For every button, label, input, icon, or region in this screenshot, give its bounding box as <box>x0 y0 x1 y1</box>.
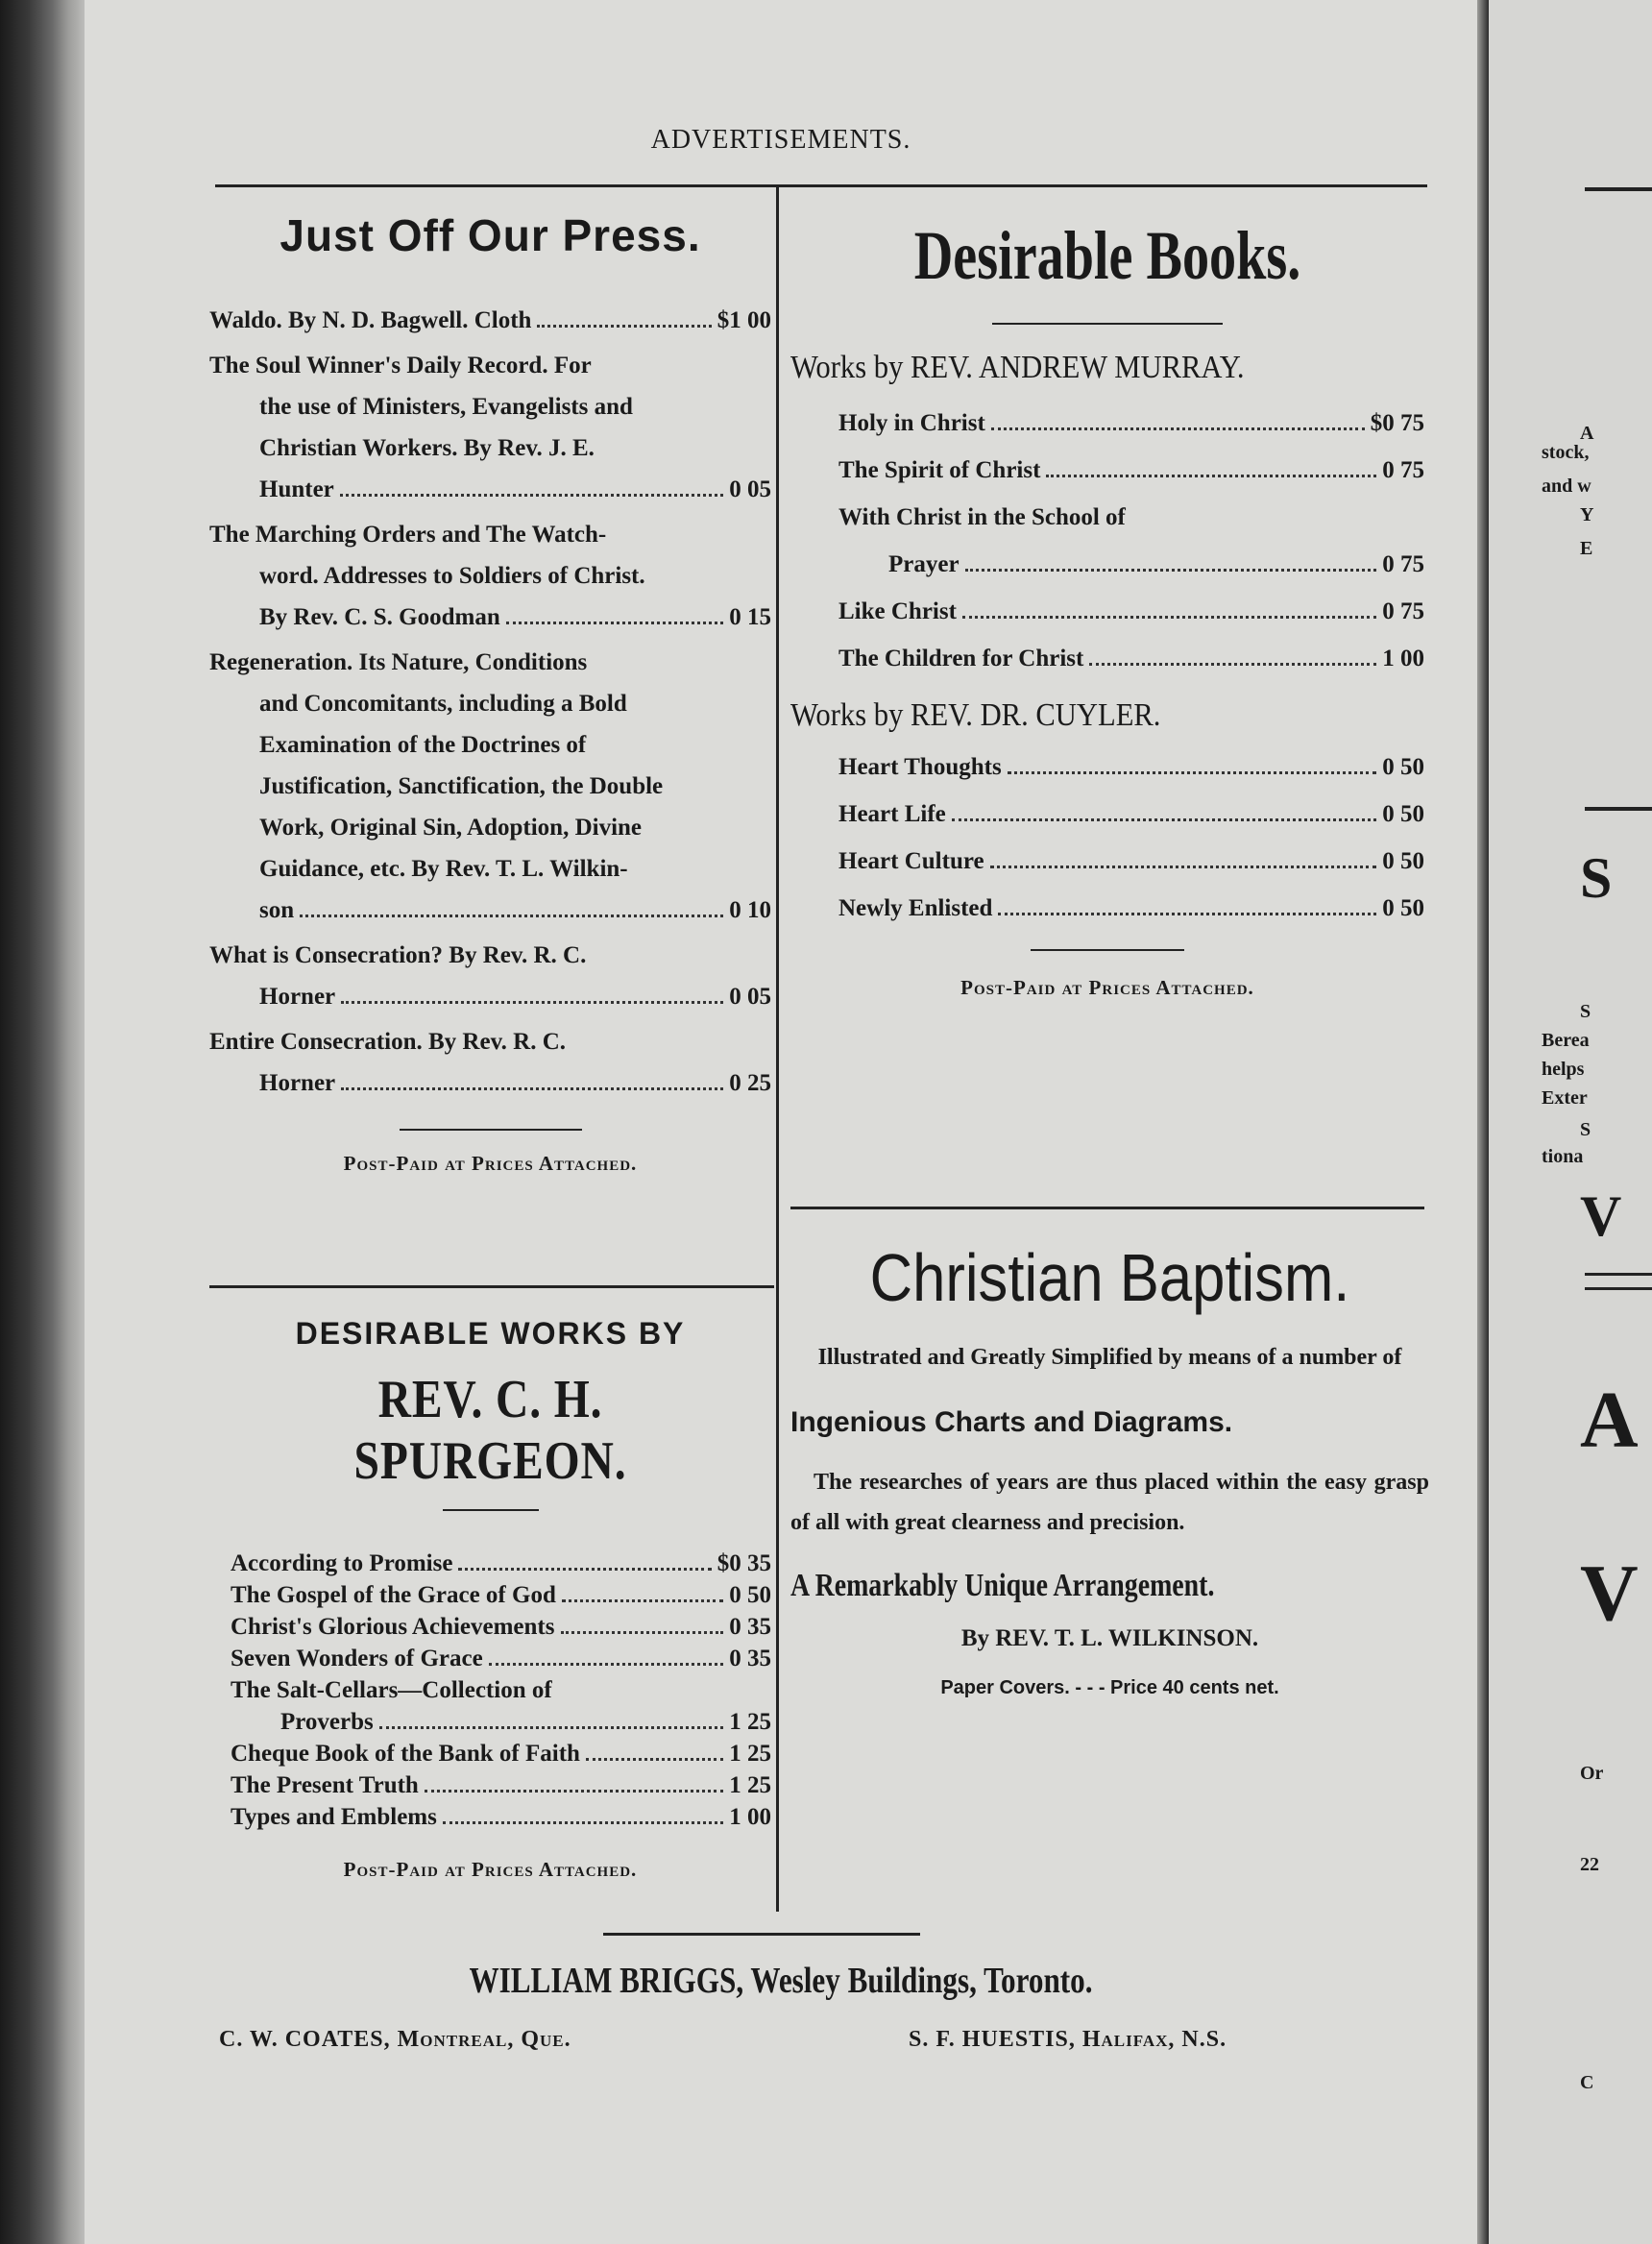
book-entry <box>838 635 1424 682</box>
advertisement-page <box>85 0 1477 2244</box>
book-list <box>209 300 771 1104</box>
illustrated-text: Illustrated and Greatly Simplified by means of a number of <box>817 1345 1402 1370</box>
book-entry <box>231 1611 771 1643</box>
leader-dots <box>458 1568 711 1571</box>
book-title: Proverbs <box>280 1709 374 1735</box>
leader-dots <box>341 1087 723 1090</box>
book-entry <box>838 838 1424 885</box>
paper-covers-price: Paper Covers. - - - Price 40 cents net. <box>940 1677 1279 1698</box>
book-price: 1 25 <box>729 1741 771 1767</box>
rule <box>1585 1287 1652 1290</box>
charts-diagrams-heading: Ingenious Charts and Diagrams. <box>790 1406 1233 1438</box>
book-title: Heart Culture <box>838 848 984 874</box>
book-price: 1 00 <box>1382 646 1424 671</box>
adjacent-page-text: stock, <box>1542 442 1590 463</box>
leader-dots <box>340 494 723 497</box>
leader-dots <box>990 866 1377 868</box>
leader-dots <box>425 1790 723 1793</box>
book-title-line: Justification, Sanctification, the Double <box>259 773 664 799</box>
cuyler-book-list <box>790 744 1424 932</box>
page-header: ADVERTISEMENTS. <box>650 125 911 155</box>
rule <box>1585 1273 1652 1276</box>
book-price: 0 10 <box>729 897 771 923</box>
book-entry <box>838 494 1424 588</box>
adjacent-page-text: Y <box>1580 504 1594 525</box>
adjacent-page-fragment <box>1489 0 1652 2244</box>
book-price: 0 35 <box>729 1614 771 1640</box>
book-entry <box>231 1643 771 1674</box>
right-section-rule <box>790 1207 1424 1209</box>
leader-dots <box>561 1631 724 1634</box>
section-rule <box>443 1509 539 1511</box>
book-price: $0 75 <box>1370 410 1424 436</box>
arrangement-heading: A Remarkably Unique Arrangement. <box>790 1568 1215 1603</box>
section-rule <box>992 323 1223 325</box>
book-price: $1 00 <box>717 307 771 333</box>
book-entry <box>231 1674 771 1738</box>
adjacent-page-text: tiona <box>1542 1146 1584 1167</box>
spurgeon-title: REV. C. H. SPURGEON. <box>353 1370 627 1491</box>
just-off-press-section <box>209 209 771 1176</box>
adjacent-page-text: A <box>1580 423 1594 444</box>
book-title: Christ's Glorious Achievements <box>231 1614 555 1640</box>
footer-montreal: C. W. COATES, Montreal, Que. <box>219 2027 571 2052</box>
book-title-line: the use of Ministers, Evangelists and <box>259 394 633 420</box>
adjacent-page-text: 22 <box>1580 1854 1599 1875</box>
book-price: 0 75 <box>1382 457 1424 483</box>
header-rule <box>215 184 1427 187</box>
book-title: The Children for Christ <box>838 646 1084 671</box>
adjacent-page-text: C <box>1580 2072 1594 2093</box>
book-entry <box>209 935 771 1017</box>
section-rule <box>400 1129 582 1131</box>
book-title: Holy in Christ <box>838 410 985 436</box>
leader-dots <box>341 1001 723 1004</box>
desirable-books-section <box>790 216 1424 1000</box>
book-price: 0 50 <box>1382 801 1424 827</box>
adjacent-page-text: Or <box>1580 1763 1604 1784</box>
book-price: $0 35 <box>717 1550 771 1576</box>
book-title: Prayer <box>888 551 960 577</box>
book-price: 1 25 <box>729 1709 771 1735</box>
christian-baptism-title: Christian Baptism. <box>869 1240 1350 1315</box>
book-title: Like Christ <box>838 598 957 624</box>
book-title: Hunter <box>259 476 334 502</box>
murray-book-list <box>790 400 1424 682</box>
adjacent-page-text: Exter <box>1542 1087 1588 1109</box>
book-entry <box>838 588 1424 635</box>
leader-dots <box>489 1663 724 1666</box>
leader-dots <box>998 913 1376 915</box>
book-title: The Spirit of Christ <box>838 457 1041 483</box>
book-title: By Rev. C. S. Goodman <box>259 604 500 630</box>
leader-dots <box>962 616 1376 619</box>
rule <box>1585 187 1652 191</box>
leader-dots <box>965 569 1377 572</box>
rule <box>1585 807 1652 811</box>
book-title-line: word. Addresses to Soldiers of Christ. <box>259 563 645 589</box>
spurgeon-section <box>209 1316 771 1882</box>
book-title-line: Regeneration. Its Nature, Conditions <box>209 649 588 675</box>
footer-publisher: WILLIAM BRIGGS, Wesley Buildings, Toronto. <box>469 1961 1093 2001</box>
book-entry <box>209 642 771 931</box>
leader-dots <box>443 1821 723 1824</box>
book-title: Cheque Book of the Bank of Faith <box>231 1741 580 1767</box>
book-price: 0 05 <box>729 984 771 1010</box>
author-line: By REV. T. L. WILKINSON. <box>960 1625 1259 1651</box>
book-entry <box>209 345 771 510</box>
book-title: According to Promise <box>231 1550 453 1576</box>
adjacent-page-text: S <box>1580 846 1613 910</box>
book-entry <box>838 885 1424 932</box>
adjacent-page-text: S <box>1580 1001 1591 1022</box>
book-title-line: Guidance, etc. By Rev. T. L. Wilkin- <box>259 856 628 882</box>
spurgeon-subtitle: DESIRABLE WORKS BY <box>295 1316 686 1351</box>
adjacent-page-text: V <box>1580 1549 1639 1638</box>
adjacent-page-text: E <box>1580 538 1593 559</box>
spurgeon-book-list <box>209 1548 771 1833</box>
book-price: 0 25 <box>729 1070 771 1096</box>
book-price: 0 50 <box>729 1582 771 1608</box>
book-price: 0 50 <box>1382 848 1424 874</box>
book-title: Heart Thoughts <box>838 754 1002 780</box>
column-divider <box>776 187 779 1912</box>
book-title: Horner <box>259 984 336 1010</box>
page-gutter <box>1477 0 1489 2244</box>
book-price: 0 75 <box>1382 551 1424 577</box>
book-title: Horner <box>259 1070 336 1096</box>
book-title: The Gospel of the Grace of God <box>231 1582 556 1608</box>
book-entry <box>231 1801 771 1833</box>
book-price: 1 00 <box>729 1804 771 1830</box>
cuyler-heading: Works by REV. DR. CUYLER. <box>790 697 1161 733</box>
adjacent-page-text: A <box>1580 1376 1639 1465</box>
book-title: Types and Emblems <box>231 1804 437 1830</box>
book-entry <box>209 1021 771 1104</box>
book-title: son <box>259 897 295 923</box>
book-spine <box>0 0 85 2244</box>
book-entry <box>838 400 1424 447</box>
just-off-press-title: Just Off Our Press. <box>279 210 701 260</box>
adjacent-page-text: helps <box>1542 1059 1585 1080</box>
footer-rule <box>603 1933 920 1936</box>
leader-dots <box>991 427 1365 430</box>
leader-dots <box>562 1599 723 1602</box>
book-entry <box>231 1769 771 1801</box>
leader-dots <box>952 818 1376 821</box>
book-title-line: The Marching Orders and The Watch- <box>209 522 607 548</box>
book-title: Heart Life <box>838 801 946 827</box>
book-entry <box>231 1579 771 1611</box>
section-rule <box>1031 949 1184 951</box>
book-price: 0 05 <box>729 476 771 502</box>
book-title-line: The Salt-Cellars—Collection of <box>231 1677 552 1703</box>
book-title-line: Work, Original Sin, Adoption, Divine <box>259 815 643 841</box>
leader-dots <box>586 1758 723 1761</box>
leader-dots <box>506 622 724 624</box>
left-section-rule <box>209 1285 774 1288</box>
postpaid-note: Post-Paid at Prices Attached. <box>343 1152 638 1175</box>
desirable-books-title: Desirable Books. <box>913 217 1301 294</box>
book-entry <box>209 514 771 638</box>
book-title-line: Entire Consecration. By Rev. R. C. <box>209 1029 567 1055</box>
book-entry <box>838 791 1424 838</box>
book-price: 0 50 <box>1382 895 1424 921</box>
book-entry <box>209 300 771 341</box>
postpaid-note: Post-Paid at Prices Attached. <box>960 976 1254 999</box>
leader-dots <box>1046 475 1376 477</box>
footer-halifax: S. F. HUESTIS, Halifax, N.S. <box>909 2027 1227 2052</box>
murray-heading: Works by REV. ANDREW MURRAY. <box>790 350 1245 385</box>
book-title: The Present Truth <box>231 1772 419 1798</box>
book-price: 0 35 <box>729 1646 771 1671</box>
book-title: Newly Enlisted <box>838 895 993 921</box>
leader-dots <box>537 325 711 328</box>
book-entry <box>231 1738 771 1769</box>
book-price: 0 50 <box>1382 754 1424 780</box>
leader-dots <box>1089 663 1376 666</box>
christian-baptism-section <box>790 1239 1429 1699</box>
book-entry <box>231 1548 771 1579</box>
researches-text: The researches of years are thus placed within the easy grasp of all with great clearness and precision. <box>790 1470 1429 1535</box>
adjacent-page-text: V <box>1580 1184 1622 1248</box>
postpaid-note: Post-Paid at Prices Attached. <box>343 1858 638 1881</box>
leader-dots <box>379 1726 724 1729</box>
book-title-line: The Soul Winner's Daily Record. For <box>209 353 592 378</box>
book-entry <box>838 744 1424 791</box>
book-title-line: Examination of the Doctrines of <box>259 732 587 758</box>
book-price: 0 75 <box>1382 598 1424 624</box>
book-title: Waldo. By N. D. Bagwell. Cloth <box>209 307 532 333</box>
leader-dots <box>300 915 723 917</box>
book-title-line: and Concomitants, including a Bold <box>259 691 627 717</box>
book-title-line: Christian Workers. By Rev. J. E. <box>259 435 595 461</box>
book-price: 0 15 <box>729 604 771 630</box>
book-title: Seven Wonders of Grace <box>231 1646 483 1671</box>
leader-dots <box>1008 771 1377 774</box>
adjacent-page-text: S <box>1580 1119 1591 1140</box>
book-entry <box>838 447 1424 494</box>
book-title-line: With Christ in the School of <box>838 504 1126 530</box>
book-title-line: What is Consecration? By Rev. R. C. <box>209 942 587 968</box>
book-price: 1 25 <box>729 1772 771 1798</box>
adjacent-page-text: Berea <box>1542 1030 1590 1051</box>
adjacent-page-text: and w <box>1542 476 1591 497</box>
